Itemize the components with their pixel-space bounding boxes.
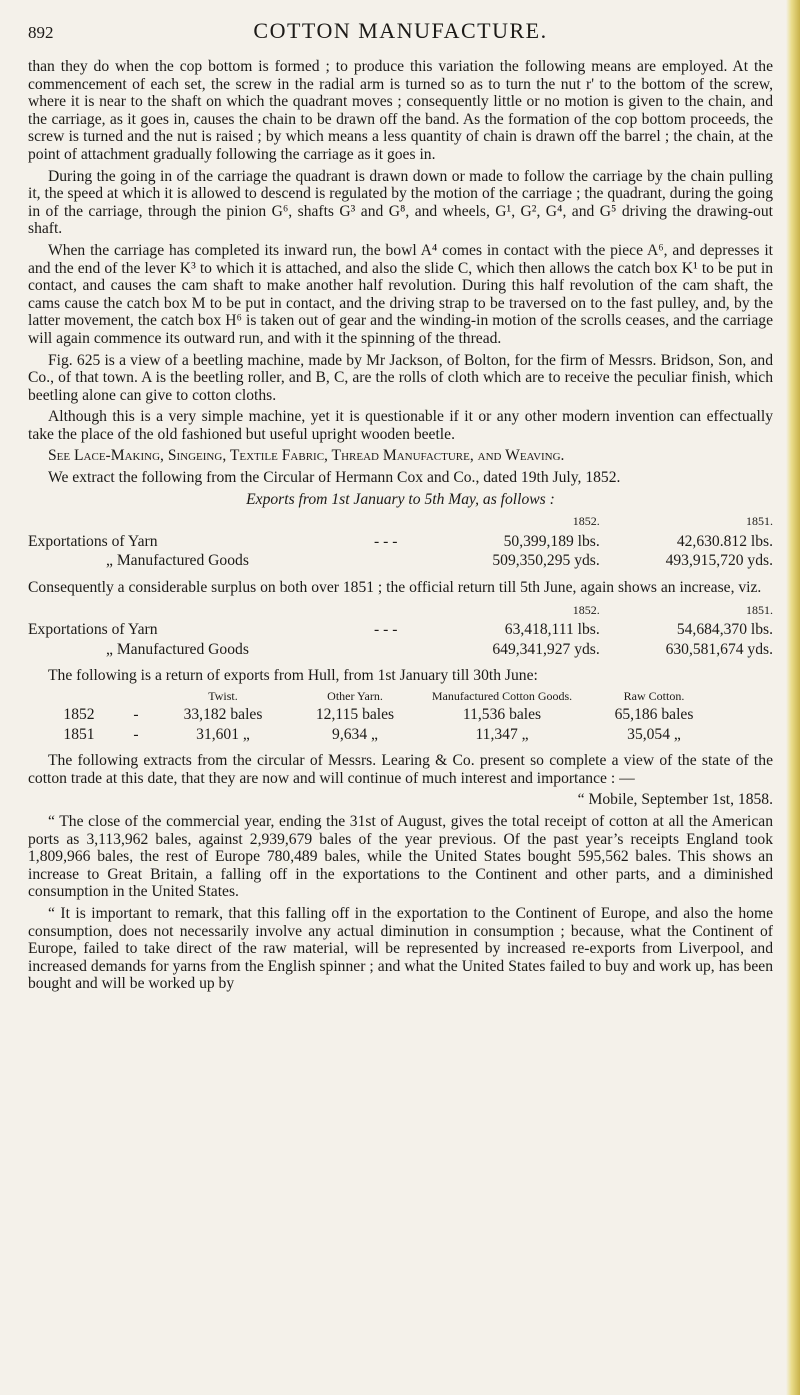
- paragraph-learing-intro: The following extracts from the circular of Messrs. Learing & Co. present so complete a view of the state of the cotton trade at this date, that they are now and will continue of much interest and importance : —: [28, 752, 773, 787]
- year-header: 1851.: [746, 514, 773, 529]
- paragraph-see-also: See Lace-Making, Singeing, Textile Fabric, Thread Manufacture, and Weaving.: [48, 447, 565, 465]
- paragraph-cop-bottom: than they do when the cop bottom is formed ; to produce this variation the following means are employed. At the commencement of each set, the screw in the radial arm is turned so as to turn the nut r' to the bottom of the screw, where it is near to the shaft on which the quadrant moves ; consequently little or no motion is given to the chain, and the carriage, as it goes in, causes the chain to be drawn off the band. As the formation of the cop bottom proceeds, the screw is turned and the nut is raised ; by which means a less quantity of chain is drawn off the barrel ; the chain, at the point of attachment gradually following the carriage as it goes in.: [28, 58, 773, 163]
- paragraph-hull-intro: The following is a return of exports from Hull, from 1st January till 30th June:: [48, 667, 538, 685]
- table-row: 1851 - 31,601 „ 9,634 „ 11,347 „ 35,054 „: [63, 725, 681, 743]
- paragraph-carriage-going-in: During the going in of the carriage the quadrant is drawn down or made to follow the carriage by the chain pulling it, the speed at which it is allowed to descend is regulated by the motion of the carriage ; the quadrant, during the going in of the carriage, through the pinion G⁶, shafts G³ and G⁸, and wheels, G¹, G², G⁴, and G⁵ driving the drawing-out shaft.: [28, 167, 773, 238]
- paragraph-surplus: Consequently a considerable surplus on both over 1851 ; the official return till 5th June, again shows an increase, viz.: [28, 579, 762, 597]
- year-header: 1852.: [572, 514, 600, 529]
- mobile-dateline: “ Mobile, September 1st, 1858.: [577, 791, 773, 809]
- exports-table-2: [28, 601, 773, 660]
- table-row: 1852 - 33,182 bales 12,115 bales 11,536 bales 65,186 bales: [63, 706, 694, 723]
- table-row: Exportations of Yarn - - - 63,418,111 lbs. 54,684,370 lbs.: [28, 621, 773, 639]
- table-row: „ Manufactured Goods 509,350,295 yds. 493,915,720 yds.: [106, 552, 773, 570]
- page-header: [28, 18, 773, 52]
- hull-exports-table: [48, 689, 730, 744]
- exports-heading: Exports from 1st January to 5th May, as follows :: [246, 490, 555, 508]
- page-number: 892: [28, 23, 54, 42]
- column-header: Other Yarn.: [327, 689, 383, 703]
- exports-table-1: [28, 512, 773, 571]
- running-title: COTTON MANUFACTURE.: [253, 18, 548, 43]
- column-header: Raw Cotton.: [623, 689, 685, 703]
- year-header: 1851.: [746, 602, 773, 617]
- paragraph-circular-intro: We extract the following from the Circular of Hermann Cox and Co., dated 19th July, 1852.: [48, 469, 621, 487]
- paragraph-beetling-note: Although this is a very simple machine, yet it is questionable if it or any other modern invention can effectually take the place of the old fashioned but useful upright wooden beetle.: [28, 408, 773, 443]
- column-header: Twist.: [208, 689, 238, 703]
- year-header: 1852.: [572, 602, 600, 617]
- table-row: „ Manufactured Goods 649,341,927 yds. 630,581,674 yds.: [106, 640, 773, 658]
- book-page: [28, 18, 773, 997]
- paragraph-commercial-year: “ The close of the commercial year, ending the 31st of August, gives the total receipt of cotton at all the American ports as 3,113,962 bales, against 2,939,679 bales of the year previous. Of the past year’s receipts England took 1,809,966 bales, the rest of Europe 780,489 bales, while the United States bought 595,562 bales. This shows an increase to Great Britain, a falling off in the exportations to the Continent and other parts, and a diminished consumption in the United States.: [28, 812, 773, 901]
- paragraph-beetling-machine: Fig. 625 is a view of a beetling machine, made by Mr Jackson, of Bolton, for the firm of Messrs. Bridson, Son, and Co., of that town. A is the beetling roller, and B, C, are the rolls of cloth which are to receive the peculiar finish, which beetling alone can give to cotton cloths.: [28, 351, 773, 404]
- page-edge: [786, 0, 800, 1395]
- paragraph-inward-run: When the carriage has completed its inward run, the bowl A⁴ comes in contact with the piece A⁶, and depresses it and the end of the lever K³ to which it is attached, and also the slide C, which then allows the catch box K¹ to be put in contact, and causes the cam shaft to make another half revolution. During this half revolution of the cam shaft, the cams cause the catch box M to be put in contact, and the driving strap to be traversed on to the fast pulley, and, by the latter movement, the catch box H⁶ is taken out of gear and the winding-in motion of the scrolls ceases, and the carriage will again commence its outward run, and with it the spinning of the thread.: [28, 241, 773, 347]
- column-header: Manufactured Cotton Goods.: [431, 689, 573, 703]
- table-row: Exportations of Yarn - - - 50,399,189 lbs. 42,630.812 lbs.: [28, 532, 773, 550]
- paragraph-continent-remark: “ It is important to remark, that this falling off in the exportation to the Continent of Europe, and also the home consumption, does not necessarily involve any actual diminution in consumption ; because, what the Continent of Europe, failed to take direct of the raw material, will be represented by increased re-exports from Liverpool, and increased demands for yarns from the English spinner ; and what the United States failed to buy and work up, has been bought and will be worked up by: [28, 904, 773, 993]
